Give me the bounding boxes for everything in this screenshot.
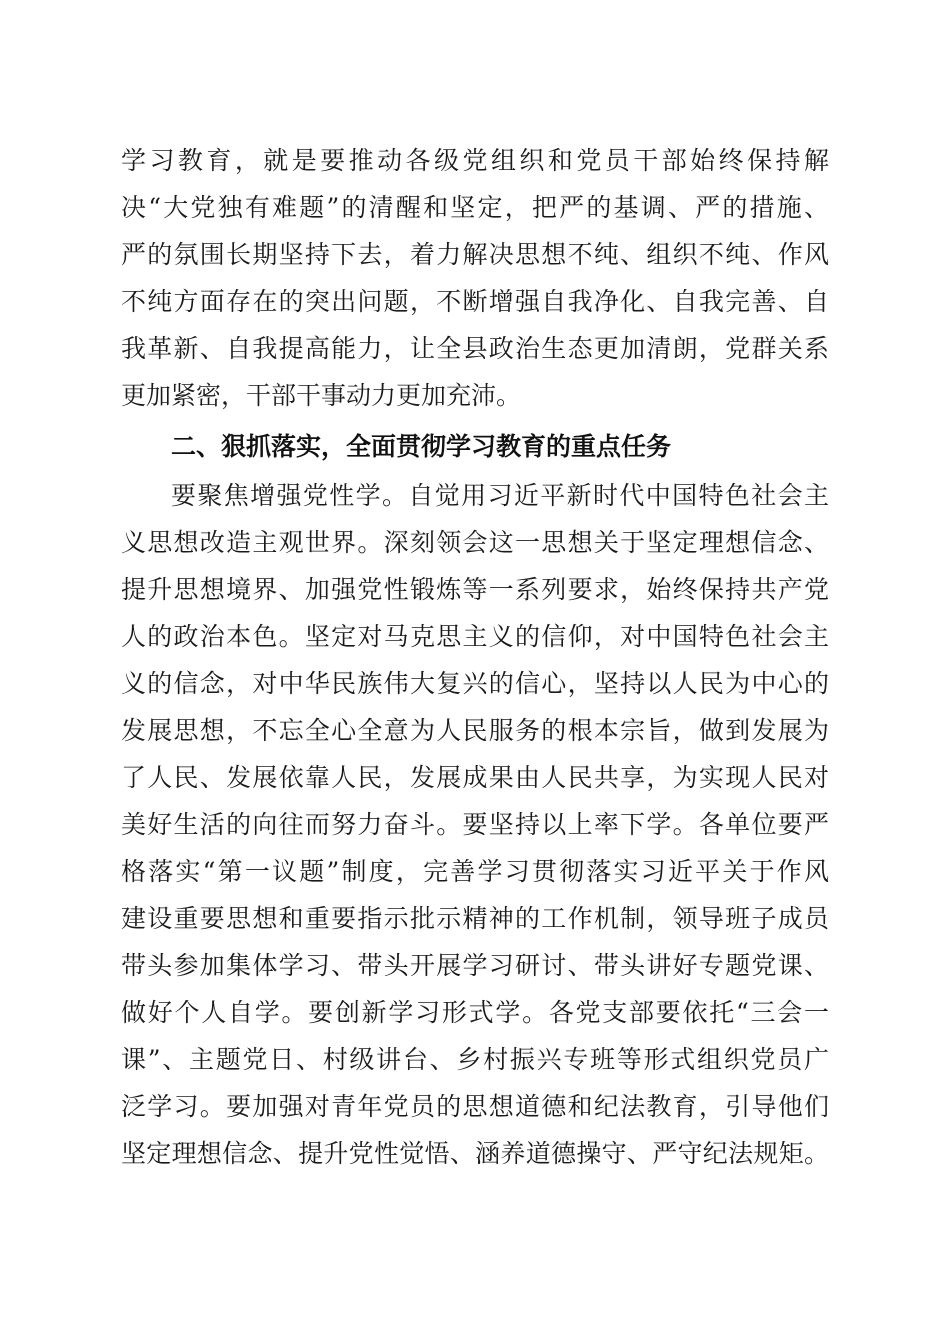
paragraph-line: 美好生活的向往而努力奋斗。要坚持以上率下学。各单位要严 bbox=[121, 810, 829, 839]
paragraph-line: 我革新、自我提高能力，让全县政治生态更加清朗，党群关系 bbox=[121, 334, 829, 363]
paragraph-line: 更加紧密，干部干事动力更加充沛。 bbox=[121, 381, 522, 410]
section-heading: 二、狠抓落实，全面贯彻学习教育的重点任务 bbox=[171, 432, 672, 461]
paragraph-line: 了人民、发展依靠人民，发展成果由人民共享，为实现人民对 bbox=[121, 763, 829, 792]
paragraph-line: 发展思想，不忘全心全意为人民服务的根本宗旨，做到发展为 bbox=[121, 716, 829, 745]
paragraph-line: 要聚焦增强党性学。自觉用习近平新时代中国特色社会主 bbox=[171, 481, 829, 510]
paragraph-line: 决“大党独有难题”的清醒和坚定，把严的基调、严的措施、 bbox=[121, 193, 829, 222]
paragraph-line: 人的政治本色。坚定对马克思主义的信仰，对中国特色社会主 bbox=[121, 622, 829, 651]
paragraph-line: 做好个人自学。要创新学习形式学。各党支部要依托“三会一 bbox=[121, 998, 829, 1027]
paragraph-line: 带头参加集体学习、带头开展学习研讨、带头讲好专题党课、 bbox=[121, 951, 829, 980]
paragraph-line: 不纯方面存在的突出问题，不断增强自我净化、自我完善、自 bbox=[121, 287, 829, 316]
paragraph-line: 提升思想境界、加强党性锻炼等一系列要求，始终保持共产党 bbox=[121, 575, 829, 604]
paragraph-line: 义的信念，对中华民族伟大复兴的信心，坚持以人民为中心的 bbox=[121, 669, 829, 698]
paragraph-line: 泛学习。要加强对青年党员的思想道德和纪法教育，引导他们 bbox=[121, 1092, 829, 1121]
paragraph-line: 课”、主题党日、村级讲台、乡村振兴专班等形式组织党员广 bbox=[121, 1045, 829, 1074]
paragraph-line: 严的氛围长期坚持下去，着力解决思想不纯、组织不纯、作风 bbox=[121, 240, 829, 269]
paragraph-line: 学习教育，就是要推动各级党组织和党员干部始终保持解 bbox=[121, 146, 829, 175]
paragraph-line: 建设重要思想和重要指示批示精神的工作机制，领导班子成员 bbox=[121, 904, 829, 933]
paragraph-line: 义思想改造主观世界。深刻领会这一思想关于坚定理想信念、 bbox=[121, 528, 829, 557]
paragraph-line: 坚定理想信念、提升党性觉悟、涵养道德操守、严守纪法规矩。 bbox=[121, 1139, 829, 1168]
paragraph-line: 格落实“第一议题”制度，完善学习贯彻落实习近平关于作风 bbox=[121, 857, 829, 886]
